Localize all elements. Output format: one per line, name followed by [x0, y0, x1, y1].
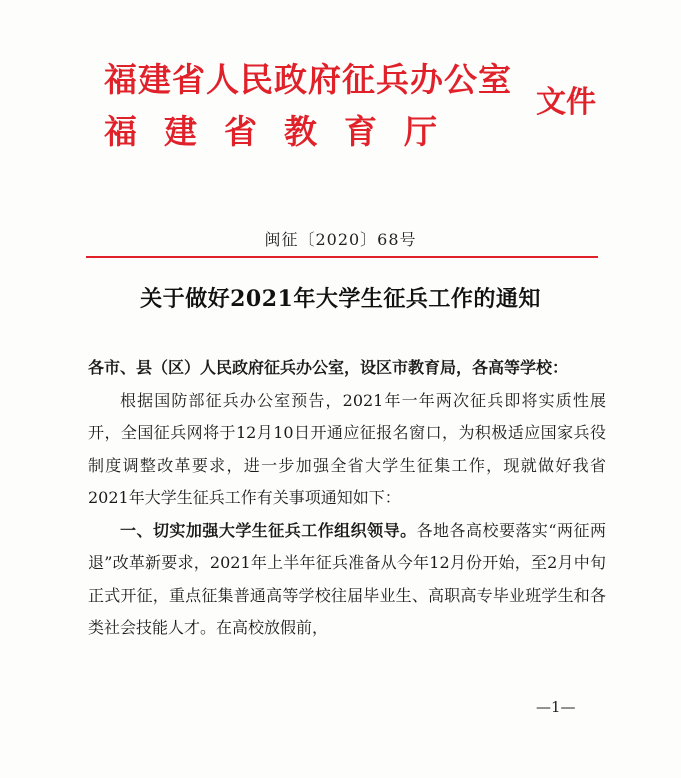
- section-1-heading: 一、切实加强大学生征兵工作组织领导。: [120, 520, 417, 540]
- page-number: —1—: [536, 698, 576, 716]
- recipients-line: 各市、县（区）人民政府征兵办公室，设区市教育局，各高等学校：: [88, 358, 569, 377]
- section-1-text: 各地各高校要落实“两征两退”改革新要求，2021年上半年征兵准备从今年12月份开始，至2月中旬正式开征，重点征集普通高等学校往届毕业生、高职高专毕业班学生和各类社会技能人才。在高校放假前，: [88, 520, 606, 637]
- section-1-paragraph: [88, 515, 606, 645]
- document-suffix: 文件: [536, 85, 596, 120]
- document-title: 关于做好2021年大学生征兵工作的通知: [140, 286, 541, 312]
- issuer-line-1: 福建省人民政府征兵办公室: [104, 60, 512, 99]
- red-divider-line: [86, 256, 598, 258]
- document-number: 闽征〔2020〕68号: [264, 230, 417, 249]
- red-header: [104, 44, 664, 151]
- issuer-line-2: 福建省教育厅: [104, 112, 464, 151]
- document-body: [88, 352, 606, 645]
- intro-paragraph: 根据国防部征兵办公室预告，2021年一年两次征兵即将实质性展开，全国征兵网将于12月10日开通应征报名窗口，为积极适应国家兵役制度调整改革要求，进一步加强全省大学生征集工作，现就做好我省2021年大学生征兵工作有关事项通知如下：: [88, 390, 606, 507]
